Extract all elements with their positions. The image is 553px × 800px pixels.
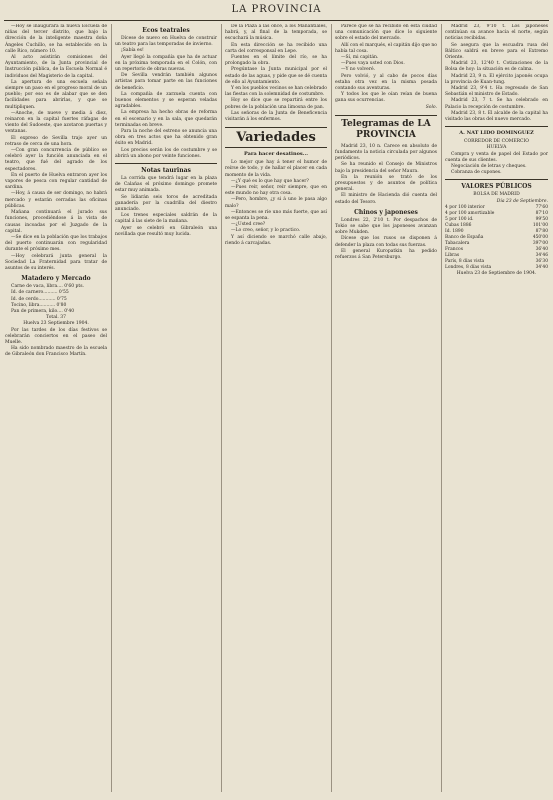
value-amount: 397'00 bbox=[532, 240, 548, 246]
values-subtitle: BOLSA DE MADRID bbox=[473, 192, 520, 198]
value-name: 4 por 100 amortizable bbox=[445, 210, 495, 216]
price-line: Tocino, libra........... 0'80 bbox=[11, 302, 67, 308]
values-footer: Huelva 23 de Septiembre de 1904. bbox=[456, 270, 537, 276]
advert-line: Cobranza de cupones. bbox=[451, 170, 502, 176]
news-paragraph: De la Plaza á las once, á los Manantiales, habrá, y, al final de la temporada, se escuchará la música. bbox=[225, 24, 327, 42]
section-heading: Chinos y japoneses bbox=[354, 208, 418, 216]
news-paragraph: Ayer llegó la compañía que ha de actuar en la próxima temporada en el Colón, con un repertorio de obras nuevas. bbox=[115, 54, 217, 73]
news-paragraph: Pregúntase la Junta municipal por el estado de las aguas, y pide que se dé cuenta de ello al Ayuntamiento. bbox=[225, 67, 327, 85]
news-paragraph: Hoy se dice que se repartirá entre los pobres de la población una limosna de pan. bbox=[225, 98, 327, 110]
section-heading: Para hacer desatinos... bbox=[244, 151, 308, 158]
advert-name: A. NAT LIDO DOMINGUEZ bbox=[459, 130, 534, 137]
value-name: Londres, 8 días vista bbox=[445, 264, 492, 270]
news-paragraph: Pero volvió, y al cabo de pocos días estaba otra vez en la misma posada contando sus aventuras. bbox=[335, 73, 437, 92]
news-paragraph: Parece que se ha recibido en esta ciudad una comunicación que dice lo siguiente sobre el estado del mercado. bbox=[335, 24, 437, 42]
news-paragraph: Los precios serán los de costumbre y se abrirá un abono por veinte funciones. bbox=[115, 147, 217, 159]
news-paragraph: Por las tardes de los días festivos se celebrarán conciertos en el paseo del Muelle. bbox=[5, 327, 107, 345]
news-paragraph: ¡Sabía es! bbox=[121, 48, 144, 54]
news-paragraph: De Sevilla vendrán también algunos artistas para tomar parte en las funciones de beneficio. bbox=[115, 73, 217, 91]
news-paragraph: Mañana continuará el jurado sus funciones, procediéndose á la vista de causas incoadas por el Juzgado de la capital. bbox=[5, 210, 107, 234]
value-name: Id. 1890 bbox=[445, 228, 464, 234]
news-paragraph: El ministro de Hacienda dió cuenta del estado del Tesoro. bbox=[335, 193, 437, 205]
advert-line: Compra y venta de papel del Estado por cuenta de sus clientes. bbox=[445, 151, 548, 163]
news-paragraph: Madrid 23, 9'10 t. Los japoneses continúan su avance hacia el norte, según noticias recibidas. bbox=[445, 24, 548, 42]
news-paragraph: —¿Y qué es lo que hay que hacer? bbox=[231, 178, 309, 184]
value-amount: 36'30 bbox=[535, 258, 548, 264]
news-paragraph: —Pues reír, señor, reír siempre, que en este mundo no hay otra cosa. bbox=[225, 185, 327, 197]
news-paragraph: Madrid 23, 12'40 t. Cotizaciones de la Bolsa de hoy: la situación es de calma. bbox=[445, 61, 548, 73]
news-paragraph: Los trenes especiales saldrán de la capital á las siete de la mañana. bbox=[115, 213, 217, 225]
news-paragraph: —Sí, mi capitán. bbox=[341, 55, 379, 61]
news-paragraph: Y en los pueblos vecinos se han celebrado las fiestas con la solemnidad de costumbre. bbox=[225, 86, 327, 98]
news-paragraph: Madrid 23, 9 n. El ejército japonés ocupa la provincia de Kuan-tung. bbox=[445, 73, 548, 85]
price-line: Pan de primera, kilo.... 0'40 bbox=[11, 308, 75, 314]
column-4 bbox=[335, 24, 437, 794]
price-line: Id. de cerdo............ 0'75 bbox=[11, 296, 67, 302]
news-paragraph: El expreso de Sevilla trajo ayer un retraso de cerca de una hora. bbox=[5, 135, 107, 147]
news-paragraph: —Con gran concurrencia de público se celebró ayer la función anunciada en el teatro, que fué del agrado de los espectadores. bbox=[5, 148, 107, 172]
news-paragraph: El general Kuropatkin ha pedido refuerzos á San Petersburgo. bbox=[335, 248, 437, 261]
column-2 bbox=[115, 24, 217, 794]
value-name: Tabacalera bbox=[445, 240, 470, 246]
news-paragraph: En la reunión se trató de los presupuestos y de asuntos de política general. bbox=[335, 174, 437, 193]
news-paragraph: En esta dirección se ha recibido una carta del corresponsal en Lepe. bbox=[225, 42, 327, 54]
section-rule bbox=[445, 126, 548, 127]
section-rule bbox=[115, 163, 217, 164]
column-3 bbox=[225, 24, 327, 794]
value-amount: 87'80 bbox=[535, 228, 548, 234]
news-paragraph: Y así diciendo se marchó calle abajo, riendo á carcajadas. bbox=[225, 234, 327, 246]
news-paragraph: Se asegura que la escuadra rusa del Báltico saldrá en breve para el Extremo Oriente. bbox=[445, 42, 548, 61]
news-paragraph: Se lidiarán seis toros de acreditada ganadería por la cuadrilla del diestro anunciado. bbox=[115, 194, 217, 213]
news-paragraph: Ha sido nombrado maestro de la escuela de Gibraleón don Francisco Martín. bbox=[5, 346, 107, 358]
section-heading: VALORES PÚBLICOS bbox=[461, 183, 532, 191]
advert-city: HUELVA bbox=[486, 145, 507, 151]
telegrams-heading: Telegramas de LA PROVINCIA bbox=[335, 115, 437, 141]
section-heading: Notas taurinas bbox=[141, 167, 191, 175]
news-paragraph: Madrid 23, 10 n. Carece en absoluto de fundamento la noticia circulada por algunos periódicos. bbox=[335, 143, 437, 162]
news-paragraph: —Pues vaya usted con Dios. bbox=[341, 61, 405, 67]
value-amount: 99'50 bbox=[535, 216, 548, 222]
news-paragraph: Madrid 23, 9'4 t. Ha regresado de San Sebastián el ministro de Estado. bbox=[445, 86, 548, 98]
news-paragraph: Ayer se celebró en Gibraleón una novillada que resultó muy lucida. bbox=[115, 225, 217, 237]
value-amount: 87'10 bbox=[535, 210, 548, 216]
section-rule bbox=[445, 179, 548, 180]
value-amount: 34'40 bbox=[535, 264, 548, 270]
total-value: 37 bbox=[60, 315, 66, 321]
dateline: Huelva 23 Septiembre 1904. bbox=[23, 321, 89, 327]
news-paragraph: —Pero, hombre, ¿y si á uno le pasa algo malo? bbox=[225, 197, 327, 209]
column-divider bbox=[111, 24, 112, 792]
value-name: 5 por 100 id. bbox=[445, 216, 474, 222]
news-paragraph: —Entonces se ríe uno más fuerte, que así se espanta la pena. bbox=[225, 209, 327, 222]
column-divider bbox=[331, 24, 332, 792]
news-paragraph: Y todos los que le oían reían de buena gana sus ocurrencias. bbox=[335, 92, 437, 104]
column-5 bbox=[445, 24, 548, 794]
signature: Solo. bbox=[425, 104, 437, 110]
news-paragraph: —Hoy se inaugurará la nueva Escuela de niñas del tercer distrito, que bajo la dirección de la inteligente maestra doña Ángeles Cuchillo, se ha establecido en la calle Rico, número 10. bbox=[5, 24, 107, 54]
news-paragraph: —Hoy celebrará junta general la Sociedad La Fraternidad para tratar de asuntos de su interés. bbox=[5, 253, 107, 271]
value-name: Libras bbox=[445, 252, 460, 258]
news-paragraph: La corrida que tendrá lugar en la plaza de Calañas el próximo domingo promete estar muy animada. bbox=[115, 176, 217, 194]
news-paragraph: —¿Usted cree? bbox=[231, 222, 266, 228]
column-divider bbox=[441, 24, 442, 792]
news-paragraph: Lo mejor que hay á tener el humor de reírse de todo, y de hallar el placer en cada momento de la vida. bbox=[225, 160, 327, 178]
section-banner: Variedades bbox=[225, 127, 327, 148]
news-paragraph: Para la noche del estreno se anuncia una obra en tres actos que ha obtenido gran éxito en Madrid. bbox=[115, 129, 217, 147]
news-paragraph: —Se dice en la población que los trabajos del puerto continuarán con regularidad durante el próximo mes. bbox=[5, 234, 107, 253]
value-name: 4 por 100 interior bbox=[445, 204, 485, 210]
news-paragraph: Londres 22, 2'10 t. Por despachos de Tokio se sabe que los japoneses avanzan sobre Mukden. bbox=[335, 217, 437, 236]
news-paragraph: Al acto asistirán comisiones del Ayuntamiento, de la Junta provincial de Instrucción pública, de la Escuela Normal é individuos del Magisterio de la capital. bbox=[5, 55, 107, 79]
news-paragraph: Fuentes en el límite del río, se ha prolongado la obra. bbox=[225, 55, 327, 67]
news-paragraph: Se ha reunido el Consejo de Ministros bajo la presidencia del señor Maura. bbox=[335, 162, 437, 174]
column-1 bbox=[5, 24, 107, 794]
value-name: Banco de España bbox=[445, 234, 484, 240]
section-heading: Ecos teatrales bbox=[142, 27, 190, 34]
news-paragraph: —Hoy, á causa de ser domingo, no habrá mercado y estarán cerradas las oficinas públicas. bbox=[5, 191, 107, 209]
news-paragraph: Madrid 23, 7 t. Se ha celebrado en Palacio la recepción de costumbre. bbox=[445, 98, 548, 110]
news-paragraph: La compañía de zarzuela cuenta con buenos elementos y se esperan veladas agradables. bbox=[115, 91, 217, 110]
news-paragraph: La empresa ha hecho obras de reforma en el escenario y en la sala, que quedarán terminadas en breve. bbox=[115, 110, 217, 128]
value-name: Francos bbox=[445, 246, 463, 252]
news-paragraph: Dícese que los rusos se disponen á defender la plaza con todas sus fuerzas. bbox=[335, 236, 437, 248]
news-paragraph: —Anoche, de nueve y media á diez, reinaron en la capital fuertes ráfagas de viento del Sudoeste, que azotaron puertas y ventanas. bbox=[5, 110, 107, 135]
news-paragraph: Las señoras de la Junta de Beneficencia visitarán á los enfermos. bbox=[225, 110, 327, 123]
value-amount: 34'46 bbox=[535, 252, 548, 258]
value-name: París, 8 días vista bbox=[445, 258, 485, 264]
page-title: LA PROVINCIA bbox=[231, 4, 322, 15]
news-paragraph: Allí con el marqués, el capitán dijo que no había tal cosa. bbox=[335, 42, 437, 54]
values-date: Día 23 de Septiembre. bbox=[496, 198, 548, 204]
price-line: Carne de vaca, libra.... 0'60 pts. bbox=[11, 284, 84, 290]
column-divider bbox=[221, 24, 222, 792]
value-amount: 450'00 bbox=[532, 234, 548, 240]
advert-subtitle: CORREDOR DE COMERCIO bbox=[464, 139, 529, 145]
news-paragraph: La apertura de una escuela señala siempre un paso en el progreso moral de un pueblo; por eso es de alabar que se den facilidades para abrirlas, y que se multipliquen. bbox=[5, 79, 107, 110]
values-table bbox=[445, 205, 548, 271]
value-name: Cubas 1886 bbox=[445, 222, 472, 228]
value-amount: 77'60 bbox=[535, 204, 548, 210]
news-paragraph: Dícese de nuevo en Huelva de construir un teatro para las temporadas de invierno. bbox=[115, 36, 217, 48]
news-paragraph: Madrid 23, 8 t. El alcalde de la capital ha visitado las obras del nuevo mercado. bbox=[445, 110, 548, 123]
header-rule bbox=[4, 20, 549, 21]
total-label: Total. bbox=[46, 315, 59, 321]
news-paragraph: En el puerto de Huelva entraron ayer los vapores de pesca con regular cantidad de sardina. bbox=[5, 172, 107, 191]
value-amount: 36'40 bbox=[535, 246, 548, 252]
news-paragraph: —Y no volveré. bbox=[341, 67, 376, 73]
price-line: Id. de carnero.......... 0'55 bbox=[11, 290, 69, 296]
section-heading: Matadero y Mercado bbox=[21, 275, 91, 283]
value-amount: 101'00 bbox=[532, 222, 548, 228]
advert-line: Negociación de letras y cheques. bbox=[451, 164, 527, 170]
news-paragraph: —Lo creo, señor, y lo practico. bbox=[231, 228, 301, 234]
